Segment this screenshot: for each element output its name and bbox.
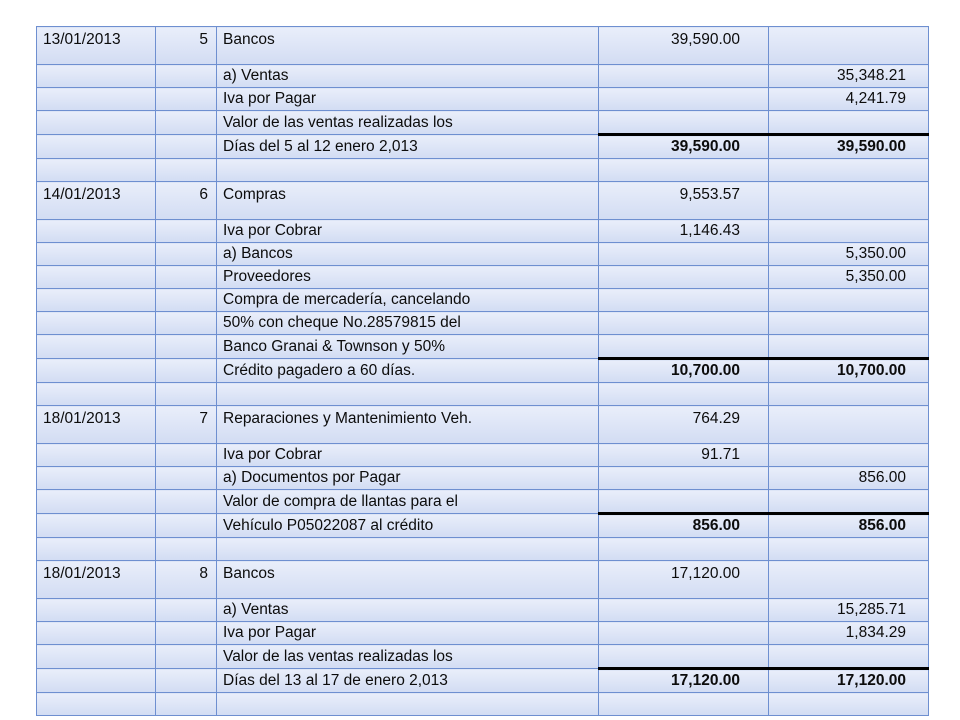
credit-amount-cell: 39,590.00: [769, 135, 929, 159]
credit-amount-cell: 856.00: [769, 514, 929, 538]
date-cell: [37, 514, 156, 538]
credit-amount-cell: 4,241.79: [769, 88, 929, 111]
journal-row: [37, 490, 929, 514]
journal-row: [37, 88, 929, 111]
credit-amount-cell: 17,120.00: [769, 669, 929, 693]
entry-number-cell: [156, 599, 217, 622]
date-cell: [37, 383, 156, 406]
credit-amount-cell: [769, 111, 929, 135]
account-description-cell: Iva por Pagar: [217, 88, 599, 111]
account-description-cell: Iva por Cobrar: [217, 444, 599, 467]
entry-number-cell: [156, 490, 217, 514]
journal-row: [37, 599, 929, 622]
entry-number-cell: [156, 645, 217, 669]
account-description-cell: Valor de las ventas realizadas los: [217, 111, 599, 135]
journal-row: [37, 135, 929, 159]
date-cell: 18/01/2013: [37, 561, 156, 599]
entry-number-cell: [156, 243, 217, 266]
credit-amount-cell: 15,285.71: [769, 599, 929, 622]
credit-amount-cell: [769, 335, 929, 359]
credit-amount-cell: [769, 182, 929, 220]
entry-number-cell: [156, 383, 217, 406]
journal-row: [37, 444, 929, 467]
journal-row: [37, 669, 929, 693]
account-description-cell: Valor de compra de llantas para el: [217, 490, 599, 514]
entry-number-cell: [156, 669, 217, 693]
date-cell: [37, 467, 156, 490]
date-cell: [37, 159, 156, 182]
date-cell: [37, 65, 156, 88]
account-description-cell: Bancos: [217, 561, 599, 599]
debit-amount-cell: [599, 289, 769, 312]
date-cell: 14/01/2013: [37, 182, 156, 220]
entry-number-cell: [156, 220, 217, 243]
entry-number-cell: [156, 312, 217, 335]
date-cell: [37, 490, 156, 514]
account-description-cell: Proveedores: [217, 266, 599, 289]
debit-amount-cell: 856.00: [599, 514, 769, 538]
account-description-cell: [217, 538, 599, 561]
debit-amount-cell: [599, 645, 769, 669]
debit-amount-cell: [599, 538, 769, 561]
entry-number-cell: [156, 65, 217, 88]
date-cell: 13/01/2013: [37, 27, 156, 65]
entry-number-cell: [156, 88, 217, 111]
debit-amount-cell: 91.71: [599, 444, 769, 467]
debit-amount-cell: 1,146.43: [599, 220, 769, 243]
journal-row: [37, 289, 929, 312]
entry-number-cell: [156, 135, 217, 159]
date-cell: [37, 135, 156, 159]
date-cell: [37, 312, 156, 335]
credit-amount-cell: [769, 645, 929, 669]
date-cell: [37, 599, 156, 622]
debit-amount-cell: [599, 111, 769, 135]
entry-number-cell: 5: [156, 27, 217, 65]
journal-row: [37, 335, 929, 359]
debit-amount-cell: 39,590.00: [599, 27, 769, 65]
debit-amount-cell: 39,590.00: [599, 135, 769, 159]
date-cell: [37, 111, 156, 135]
credit-amount-cell: [769, 312, 929, 335]
entry-number-cell: [156, 467, 217, 490]
date-cell: [37, 622, 156, 645]
date-cell: [37, 444, 156, 467]
account-description-cell: Reparaciones y Mantenimiento Veh.: [217, 406, 599, 444]
account-description-cell: Bancos: [217, 27, 599, 65]
debit-amount-cell: [599, 693, 769, 716]
credit-amount-cell: 10,700.00: [769, 359, 929, 383]
account-description-cell: a) Ventas: [217, 65, 599, 88]
entry-number-cell: [156, 289, 217, 312]
debit-amount-cell: [599, 490, 769, 514]
account-description-cell: Banco Granai & Townson y 50%: [217, 335, 599, 359]
credit-amount-cell: [769, 406, 929, 444]
credit-amount-cell: [769, 538, 929, 561]
debit-amount-cell: [599, 159, 769, 182]
account-description-cell: [217, 383, 599, 406]
credit-amount-cell: [769, 693, 929, 716]
date-cell: [37, 266, 156, 289]
journal-row: [37, 538, 929, 561]
debit-amount-cell: [599, 65, 769, 88]
date-cell: [37, 289, 156, 312]
date-cell: [37, 220, 156, 243]
debit-amount-cell: [599, 622, 769, 645]
debit-amount-cell: [599, 88, 769, 111]
date-cell: [37, 359, 156, 383]
journal-row: [37, 243, 929, 266]
entry-number-cell: [156, 111, 217, 135]
journal-row: [37, 383, 929, 406]
entry-number-cell: [156, 444, 217, 467]
debit-amount-cell: [599, 599, 769, 622]
debit-amount-cell: [599, 266, 769, 289]
credit-amount-cell: 856.00: [769, 467, 929, 490]
credit-amount-cell: 35,348.21: [769, 65, 929, 88]
date-cell: [37, 538, 156, 561]
credit-amount-cell: 5,350.00: [769, 266, 929, 289]
journal-row: [37, 312, 929, 335]
journal-row: [37, 514, 929, 538]
debit-amount-cell: 9,553.57: [599, 182, 769, 220]
journal-body: [37, 27, 929, 716]
journal-row: [37, 266, 929, 289]
date-cell: [37, 335, 156, 359]
debit-amount-cell: 17,120.00: [599, 669, 769, 693]
journal-row: [37, 622, 929, 645]
account-description-cell: Iva por Pagar: [217, 622, 599, 645]
entry-number-cell: [156, 159, 217, 182]
date-cell: [37, 243, 156, 266]
journal-row: [37, 359, 929, 383]
account-description-cell: Días del 13 al 17 de enero 2,013: [217, 669, 599, 693]
account-description-cell: Compra de mercadería, cancelando: [217, 289, 599, 312]
journal-row: [37, 65, 929, 88]
debit-amount-cell: [599, 467, 769, 490]
account-description-cell: Valor de las ventas realizadas los: [217, 645, 599, 669]
credit-amount-cell: [769, 289, 929, 312]
entry-number-cell: [156, 538, 217, 561]
debit-amount-cell: [599, 335, 769, 359]
account-description-cell: Vehículo P05022087 al crédito: [217, 514, 599, 538]
entry-number-cell: [156, 335, 217, 359]
account-description-cell: Crédito pagadero a 60 días.: [217, 359, 599, 383]
credit-amount-cell: [769, 383, 929, 406]
credit-amount-cell: 1,834.29: [769, 622, 929, 645]
journal-row: [37, 561, 929, 599]
date-cell: [37, 693, 156, 716]
account-description-cell: [217, 159, 599, 182]
account-description-cell: a) Ventas: [217, 599, 599, 622]
entry-number-cell: [156, 266, 217, 289]
debit-amount-cell: 10,700.00: [599, 359, 769, 383]
entry-number-cell: [156, 359, 217, 383]
journal-row: [37, 111, 929, 135]
credit-amount-cell: [769, 444, 929, 467]
journal-row: [37, 220, 929, 243]
account-description-cell: Iva por Cobrar: [217, 220, 599, 243]
journal-table: [36, 26, 929, 716]
account-description-cell: Compras: [217, 182, 599, 220]
date-cell: 18/01/2013: [37, 406, 156, 444]
journal-row: [37, 182, 929, 220]
date-cell: [37, 645, 156, 669]
journal-row: [37, 645, 929, 669]
account-description-cell: [217, 693, 599, 716]
account-description-cell: 50% con cheque No.28579815 del: [217, 312, 599, 335]
journal-row: [37, 159, 929, 182]
credit-amount-cell: [769, 220, 929, 243]
date-cell: [37, 88, 156, 111]
journal-row: [37, 27, 929, 65]
journal-row: [37, 693, 929, 716]
entry-number-cell: 8: [156, 561, 217, 599]
credit-amount-cell: [769, 561, 929, 599]
credit-amount-cell: [769, 159, 929, 182]
entry-number-cell: 6: [156, 182, 217, 220]
entry-number-cell: [156, 693, 217, 716]
debit-amount-cell: [599, 312, 769, 335]
credit-amount-cell: 5,350.00: [769, 243, 929, 266]
credit-amount-cell: [769, 27, 929, 65]
credit-amount-cell: [769, 490, 929, 514]
entry-number-cell: [156, 514, 217, 538]
entry-number-cell: [156, 622, 217, 645]
journal-row: [37, 406, 929, 444]
account-description-cell: Días del 5 al 12 enero 2,013: [217, 135, 599, 159]
date-cell: [37, 669, 156, 693]
debit-amount-cell: [599, 383, 769, 406]
debit-amount-cell: [599, 243, 769, 266]
debit-amount-cell: 17,120.00: [599, 561, 769, 599]
entry-number-cell: 7: [156, 406, 217, 444]
account-description-cell: a) Documentos por Pagar: [217, 467, 599, 490]
account-description-cell: a) Bancos: [217, 243, 599, 266]
journal-row: [37, 467, 929, 490]
debit-amount-cell: 764.29: [599, 406, 769, 444]
